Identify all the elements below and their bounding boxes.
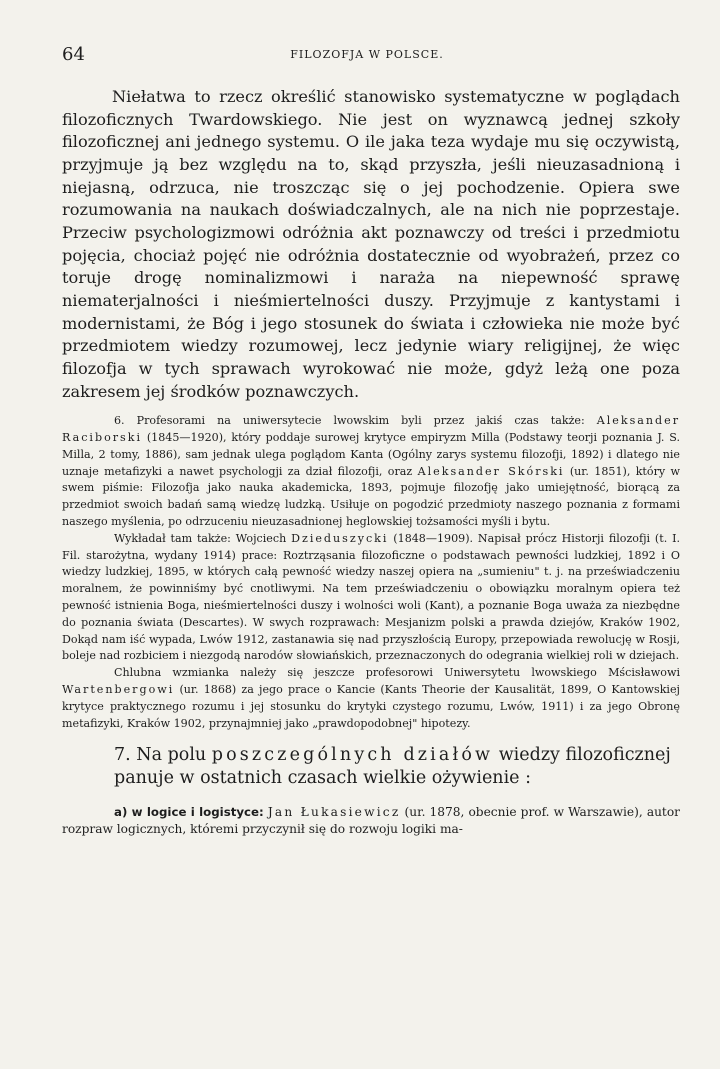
page-header [62,44,672,68]
section-text: Na polu [130,745,212,766]
footnote-text: Wykładał tam także: Wojciech [114,531,292,545]
footnote-paragraph [62,531,680,665]
item-label: a) w logice i logistyce: [114,805,264,820]
footnotes [62,413,680,732]
footnote-6 [62,413,680,531]
running-head: FILOZOFJA W POLSCE. [290,48,444,61]
list-item-a [62,804,680,838]
footnote-text: (1845—1920), który poddaje surowej krytyce empiryzm Milla (Podstawy teorji poznania J. S. Milla, 2 tomy, 1886), sam jednak ulega poglądom Kanta (Ogólny zarys systemu filozofji, 1892) i dlatego nie uznaje metafizyki a nawet psychologji za dział filozofji, oraz [62,430,680,478]
footnote-text: Chlubna wzmianka należy się jeszcze profesorowi Uniwersytetu lwowskiego Mścisławowi [114,666,680,680]
author-name: Dzieduszycki [291,531,389,545]
main-paragraph: Niełatwa to rzecz określić stanowisko systematyczne w poglądach filozoficznych Twardowskiego. Nie jest on wyznawcą jednej szkoły filozoficznej ani jednego systemu. O ile jaka teza wydaje mu się oczywistą, przyjmuje ją bez względu na to, skąd przyszła, jeśli nieuzasadnioną i niejasną, odrzuca, nie troszcząc się o jej pochodzenie. Opiera swe rozumowania na naukach doświadczalnych, ale na nich nie poprzestaje. Przeciw psychologizmowi odróżnia akt poznawczy od treści i przedmiotu pojęcia, chociaż pojęć nie odróżnia dostatecznie od wyobrażeń, przez co toruje drogę nominalizmowi i naraża na niepewność sprawę niematerjalności i nieśmiertelności duszy. Przyjmuje z kantystami i modernistami, że Bóg i jego stosunek do świata i człowieka nie może być przedmiotem wiedzy rozumowej, lecz jedynie wiary religijnej, że więc filozofja w tych sprawach wyrokować nie może, gdyż leżą one poza zakresem jej środków poznawczych. [62,87,680,401]
item-text: (ur. 1878, obecnie prof. w Warszawie), autor rozpraw logicznych, któremi przyczynił się do rozwoju logiki ma- [62,805,680,837]
section-text: wiedzy filozoficznej panuje w ostatnich czasach wielkie ożywienie : [114,745,671,789]
footnote-paragraph [62,665,680,732]
body-text [62,86,680,838]
section-heading [62,744,680,790]
footnote-text: (ur. 1851), który w swem piśmie: Filozofja jako nauka akademicka, 1893, pojmuje filozofję jako umiejętność, biorącą za przedmiot swoich badań samą wiedzę ludzką. Usiłuje on pogodzić przedmioty naszego poznania z formami naszego myślenia, po odrzuceniu nieuzasadnionej heglowskiej tożsamości myśli i bytu. [62,464,680,528]
section-number: 7. [114,745,131,766]
footnote-text: Profesorami na uniwersytecie lwowskim byli przez jakiś czas także: [124,414,597,428]
author-name: Wartenbergowi [62,682,175,696]
author-name: Jan Łukasiewicz [267,805,401,820]
footnote-text: (ur. 1868) za jego prace o Kancie (Kants Theorie der Kausalität, 1899, O Kantowskiej krytyce praktycznego rozumu i jej stosunku do krytyki czystego rozumu, Lwów, 1911) i za jego Obronę metafizyki, Kraków 1902, przynajmniej jako „prawdopodobnej" hipotezy. [62,682,680,730]
section-emphasis: poszczególnych działów [211,745,494,766]
author-name: Aleksander Skórski [417,464,565,478]
author-name: Aleksander Raciborski [62,414,680,444]
footnote-number: 6. [114,414,125,428]
footnote-text: (1848—1909). Napisał prócz Historji filozofji (t. I. Fil. starożytna, wydany 1914) prace: Roztrząsania filozoficzne o podstawach pewności ludzkiej, 1892 i O wiedzy ludzkiej, 1895, w których całą pewność wiedzy naszej opiera na „sumieniu" t. j. na przeświadczeniu moralnem, że powinniśmy być cnotliwymi. Na tem przeświadczeniu o obowiązku moralnym opiera też pewność istnienia Boga, nieśmiertelności duszy i wolności woli (Kant), a poznanie Boga uważa za niezbędne do poznania świata (Descartes). W swych rozprawach: Mesjanizm polski a prawda dziejów, Kraków 1902, Dokąd nam iść wypada, Lwów 1912, zastanawia się nad przyszłością Europy, przepowiada rewolucję w Rosji, boleje nad rozbiciem i niezgodą narodów słowiańskich, przeznaczonych do odegrania wielkiej roli w dziejach. [62,531,680,663]
page-number: 64 [62,44,85,65]
